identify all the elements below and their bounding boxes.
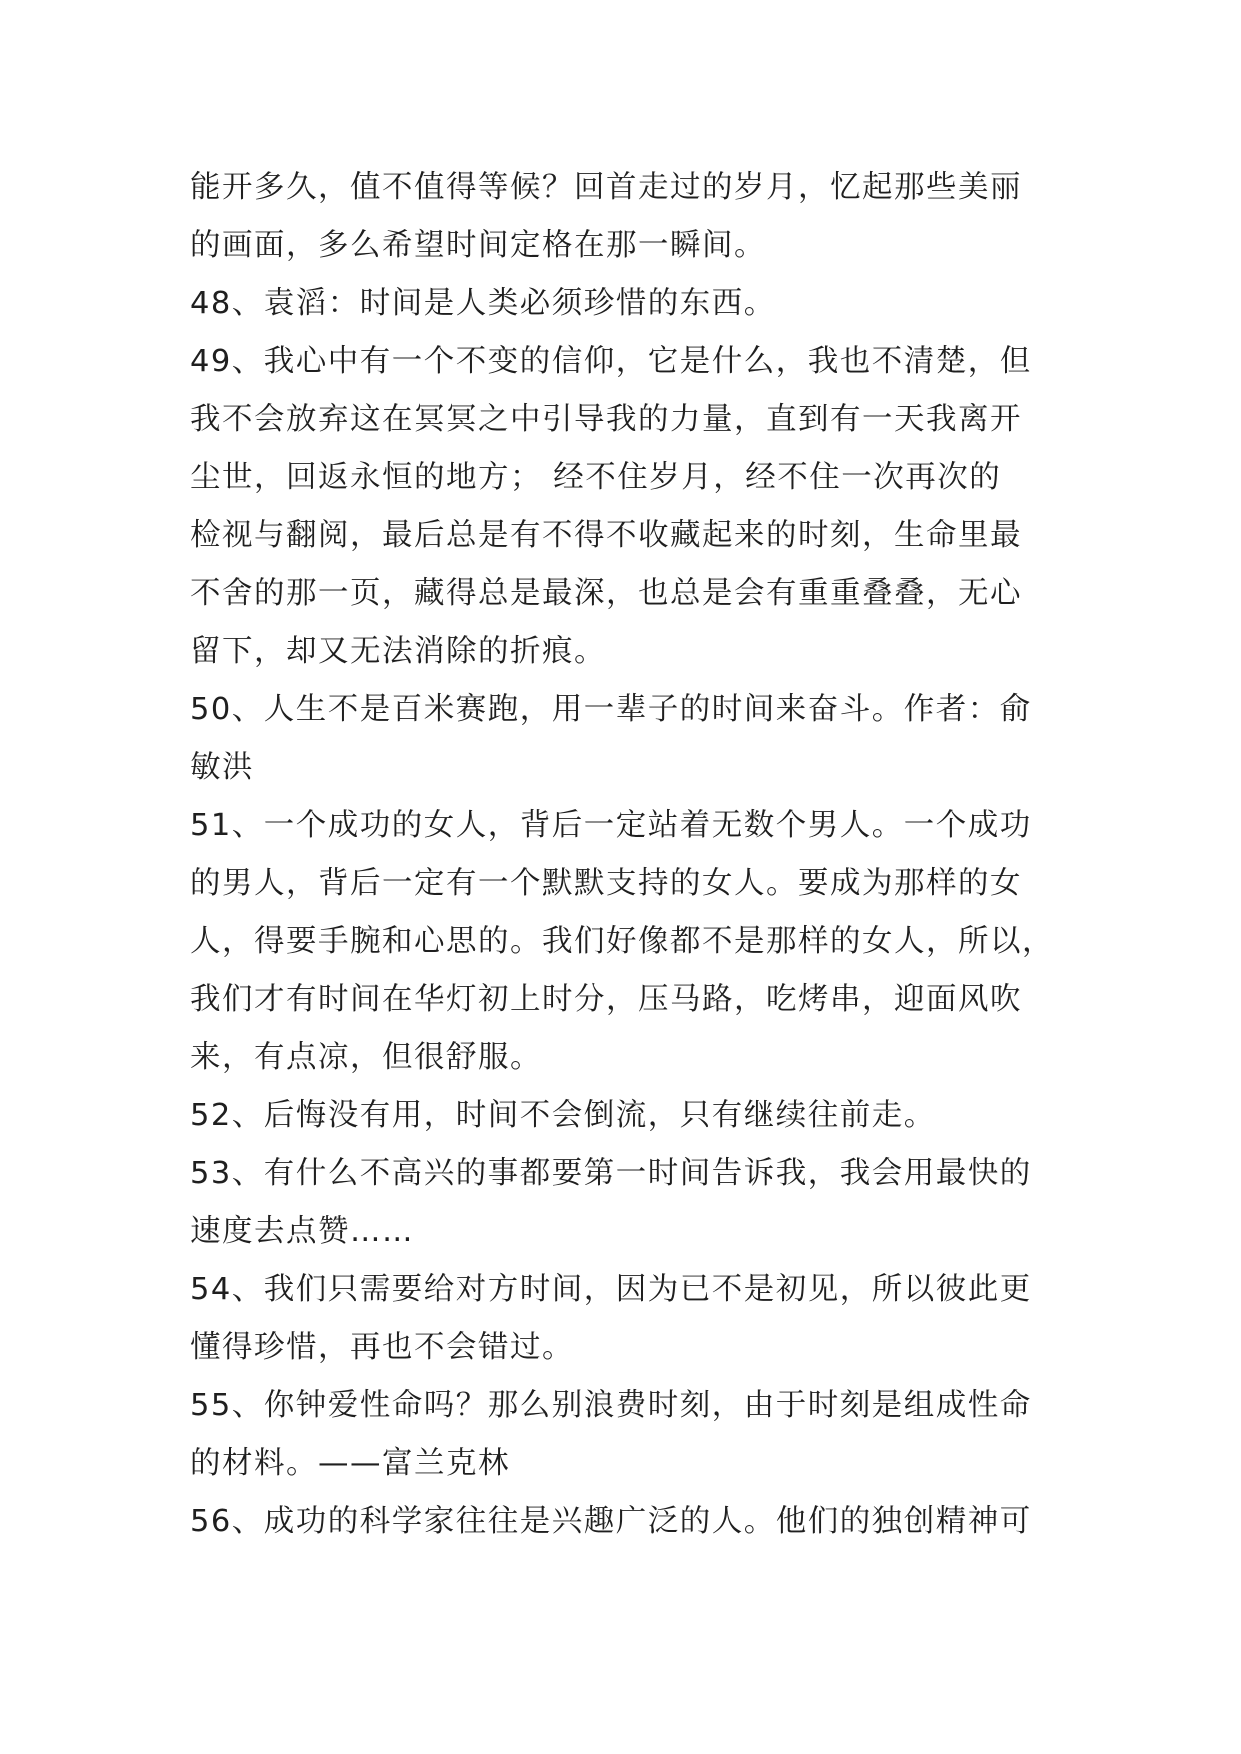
text-line: 留下，却又无法消除的折痕。 — [190, 634, 606, 669]
text-line: 人，得要手腕和心思的。我们好像都不是那样的女人，所以， — [190, 924, 1054, 959]
text-line: 52、后悔没有用，时间不会倒流，只有继续往前走。 — [190, 1098, 936, 1133]
text-line: 尘世，回返永恒的地方； 经不住岁月，经不住一次再次的 — [190, 460, 1002, 495]
text-line: 懂得珍惜，再也不会错过。 — [190, 1330, 574, 1365]
text-line: 49、我心中有一个不变的信仰，它是什么，我也不清楚，但 — [190, 344, 1032, 379]
text-line: 速度去点赞…… — [190, 1214, 414, 1249]
text-line: 敏洪 — [190, 750, 254, 785]
text-line: 48、袁滔：时间是人类必须珍惜的东西。 — [190, 286, 776, 321]
text-line: 56、成功的科学家往往是兴趣广泛的人。他们的独创精神可 — [190, 1504, 1032, 1539]
text-line: 来，有点凉，但很舒服。 — [190, 1040, 542, 1075]
text-line: 的材料。——富兰克林 — [190, 1446, 510, 1481]
text-line: 不舍的那一页，藏得总是最深，也总是会有重重叠叠，无心 — [190, 576, 1022, 611]
text-line: 能开多久，值不值得等候？回首走过的岁月，忆起那些美丽 — [190, 170, 1022, 205]
text-line: 55、你钟爱性命吗？那么别浪费时刻，由于时刻是组成性命 — [190, 1388, 1032, 1423]
text-line: 50、人生不是百米赛跑，用一辈子的时间来奋斗。作者：俞 — [190, 692, 1032, 727]
text-line: 我不会放弃这在冥冥之中引导我的力量，直到有一天我离开 — [190, 402, 1022, 437]
text-line: 的画面，多么希望时间定格在那一瞬间。 — [190, 228, 766, 263]
text-line: 54、我们只需要给对方时间，因为已不是初见，所以彼此更 — [190, 1272, 1032, 1307]
text-line: 我们才有时间在华灯初上时分，压马路，吃烤串，迎面风吹 — [190, 982, 1022, 1017]
text-line: 检视与翻阅，最后总是有不得不收藏起来的时刻，生命里最 — [190, 518, 1022, 553]
text-line: 53、有什么不高兴的事都要第一时间告诉我，我会用最快的 — [190, 1156, 1032, 1191]
text-line: 的男人，背后一定有一个默默支持的女人。要成为那样的女 — [190, 866, 1022, 901]
text-line: 51、一个成功的女人，背后一定站着无数个男人。一个成功 — [190, 808, 1032, 843]
